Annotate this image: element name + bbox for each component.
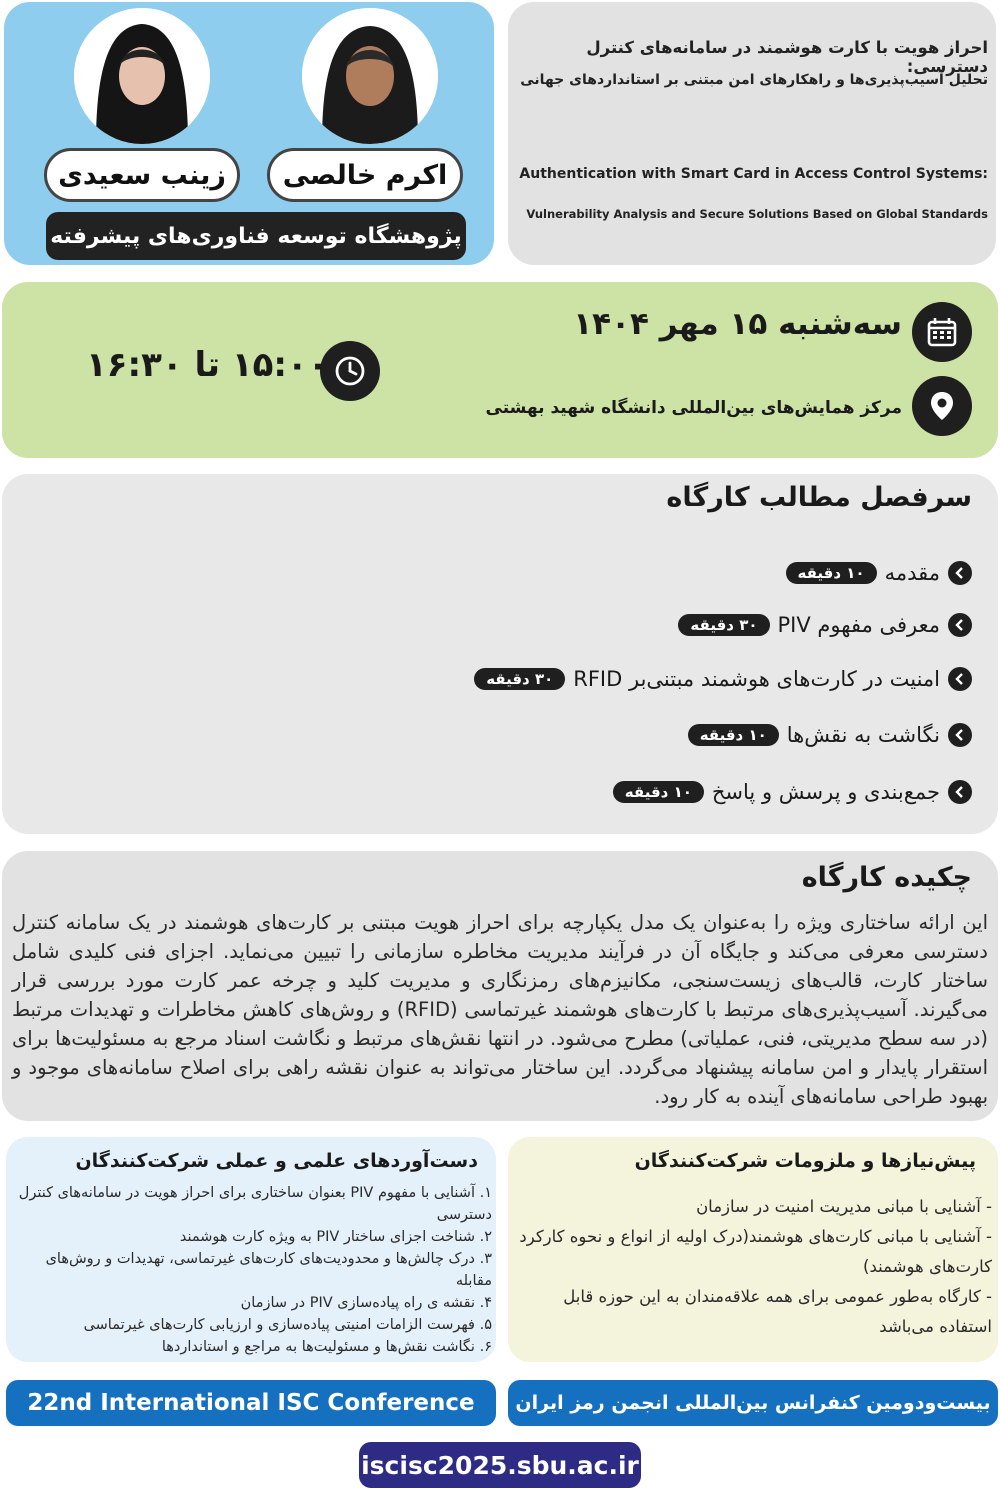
speaker-name-1: اکرم خالصی	[267, 148, 463, 202]
syllabus-item	[613, 775, 972, 809]
abstract-text: این ارائه ساختاری ویژه را به‌عنوان یک مدل یکپارچه برای احراز هویت مبتنی بر کارت‌های هوشمند در یک سامانه کنترل دسترسی معرفی می‌کند و جایگاه آن در فرآیند مدیریت مخاطره سازمانی را تبیین می‌نماید. اجزای فنی کلیدی شامل ساختار کارت، قالب‌های زیست‌سنجی، مکانیزم‌های رمزنگاری و مدیریت کلید و چرخه عمر کارت مورد بررسی قرار می‌گیرند. آسیب‌پذیری‌های مرتبط با کارت‌های هوشمند غیرتماسی (RFID) و روش‌های کاهش مخاطرات و تهدیدات مرتبط (در سه سطح مدیریتی، فنی، عملیاتی) مطرح می‌شود. در انتها نقش‌های مرتبط و نگاشت اسناد مرجع به مسئولیت‌ها برای استقرار پایدار و امن سامانه‌ پیشنهاد می‌گردد. این ساختار می‌تواند به عنوان نقشه راهی برای اصلاح سامانه‌های موجود و بهبود طراحی سامانه‌های آینده به کار رود.	[12, 911, 988, 1108]
outcomes-list	[10, 1182, 492, 1358]
list-item: ۵. فهرست الزامات امنیتی پیاده‌سازی و ارزیابی کارت‌های غیرتماسی	[83, 1317, 492, 1333]
title-panel	[508, 2, 996, 265]
website-link[interactable]: iscisc2025.sbu.ac.ir	[359, 1442, 641, 1488]
calendar-icon	[912, 302, 972, 362]
duration-badge: ۳۰ دقیقه	[678, 614, 769, 636]
title-en-line1: Authentication with Smart Card in Access Control Systems:	[519, 166, 988, 182]
syllabus-item	[688, 718, 972, 752]
event-venue: مرکز همایش‌های بین‌المللی دانشگاه شهید بهشتی	[485, 398, 902, 418]
duration-badge: ۱۰ دقیقه	[613, 781, 704, 803]
syllabus-item-label: مقدمه	[884, 561, 940, 585]
abstract-title: چکیده کارگاه	[801, 862, 972, 893]
chevron-left-icon	[948, 613, 972, 637]
chevron-left-icon	[948, 561, 972, 585]
speaker-photo-1	[302, 8, 438, 144]
syllabus-title: سرفصل مطالب کارگاه	[666, 482, 972, 513]
chevron-left-icon	[948, 667, 972, 691]
institution-label: پژوهشگاه توسعه فناوری‌های پیشرفته	[46, 212, 466, 260]
chevron-left-icon	[948, 723, 972, 747]
event-time: ۱۵:۰۰ تا ۱۶:۳۰	[86, 345, 329, 385]
list-item: ۲. شناخت اجزای ساختار PIV به ویژه کارت هوشمند	[179, 1229, 492, 1245]
list-item: ۱. آشنایی با مفهوم PIV بعنوان ساختاری برای احراز هویت در سامانه‌های کنترل دسترسی	[18, 1185, 492, 1223]
duration-badge: ۱۰ دقیقه	[688, 724, 779, 746]
conference-name-fa: بیست‌ودومین کنفرانس بین‌المللی انجمن رمز ایران	[508, 1380, 998, 1426]
syllabus-item-label: معرفی مفهوم PIV	[777, 613, 940, 637]
list-item: ۴. نقشه ی راه پیاده‌سازی PIV در سازمان	[240, 1295, 492, 1311]
conference-name-en: 22nd International ISC Conference	[6, 1380, 496, 1426]
syllabus-item	[786, 556, 972, 590]
event-date: سه‌شنبه ۱۵ مهر ۱۴۰۴	[573, 306, 902, 342]
prerequisites-list	[514, 1192, 992, 1342]
location-pin-icon	[912, 376, 972, 436]
title-fa-line1: احراز هویت با کارت هوشمند در سامانه‌های کنترل دسترسی:	[586, 38, 988, 76]
speaker-name-2: زینب سعیدی	[44, 148, 240, 202]
syllabus-item	[678, 608, 972, 642]
list-item: - کارگاه به‌طور عمومی برای همه علاقه‌مندان به این حوزه قابل استفاده می‌باشد	[563, 1287, 992, 1336]
duration-badge: ۳۰ دقیقه	[474, 668, 565, 690]
title-fa-line2: تحلیل آسیب‌پذیری‌ها و راهکارهای امن مبتنی بر استانداردهای جهانی	[520, 72, 988, 88]
syllabus-item-label: جمع‌بندی و پرسش و پاسخ	[711, 780, 940, 804]
syllabus-item-label: امنیت در کارت‌های هوشمند مبتنی‌بر RFID	[573, 667, 940, 691]
list-item: ۶. نگاشت نقش‌ها و مسئولیت‌ها به مراجع و استانداردها	[161, 1339, 492, 1355]
list-item: ۳. درک چالش‌ها و محدودیت‌های کارت‌های غیرتماسی، تهدیدات و روش‌های مقابله	[45, 1251, 492, 1289]
prerequisites-title: پیش‌نیازها و ملزومات شرکت‌کنندگان	[634, 1150, 976, 1172]
speakers-panel	[4, 2, 494, 265]
outcomes-title: دست‌آوردهای علمی و عملی شرکت‌کنندگان	[75, 1150, 478, 1172]
list-item: - آشنایی با مبانی مدیریت امنیت در سازمان	[696, 1197, 992, 1216]
title-en-line2: Vulnerability Analysis and Secure Solutions Based on Global Standards	[526, 207, 988, 221]
duration-badge: ۱۰ دقیقه	[786, 562, 877, 584]
clock-icon	[320, 341, 380, 401]
syllabus-item-label: نگاشت به نقش‌ها	[786, 723, 940, 747]
syllabus-item	[474, 662, 972, 696]
speaker-photo-2	[74, 8, 210, 144]
chevron-left-icon	[948, 780, 972, 804]
list-item: - آشنایی با مبانی کارت‌های هوشمند(درک اولیه از انواع و نحوه کارکرد کارت‌های هوشمند)	[519, 1227, 992, 1276]
